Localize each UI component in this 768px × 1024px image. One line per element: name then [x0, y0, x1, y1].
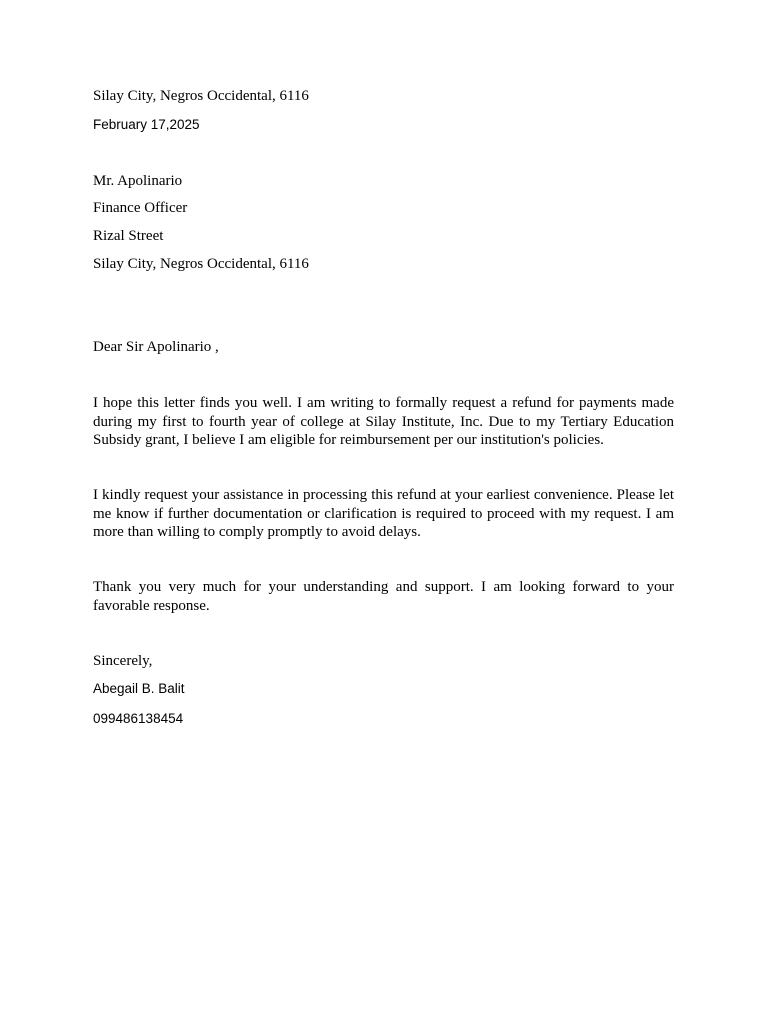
signer-phone: 099486138454 — [93, 711, 184, 726]
sender-address: Silay City, Negros Occidental, 6116 — [93, 88, 309, 104]
recipient-city: Silay City, Negros Occidental, 6116 — [93, 256, 309, 272]
valediction: Sincerely, — [93, 653, 153, 669]
salutation: Dear Sir Apolinario , — [93, 339, 219, 355]
recipient-title: Finance Officer — [93, 200, 188, 216]
recipient-street: Rizal Street — [93, 228, 164, 244]
body-paragraph-3: Thank you very much for your understanding and support. I am looking forward to your favorable response. — [93, 579, 674, 614]
signer-name: Abegail B. Balit — [93, 681, 185, 696]
letter-date: February 17,2025 — [93, 117, 200, 132]
recipient-name: Mr. Apolinario — [93, 173, 183, 189]
body-paragraph-2: I kindly request your assistance in processing this refund at your earliest convenience. Please let me know if further documentation or clarification is required to proceed with my request. I am more than willing to comply promptly to avoid delays. — [93, 487, 674, 540]
body-paragraph-1: I hope this letter finds you well. I am writing to formally request a refund for payments made during my first to fourth year of college at Silay Institute, Inc. Due to my Tertiary Education Subsidy grant, I believe I am eligible for reimbursement per our institution's policies. — [93, 395, 674, 448]
